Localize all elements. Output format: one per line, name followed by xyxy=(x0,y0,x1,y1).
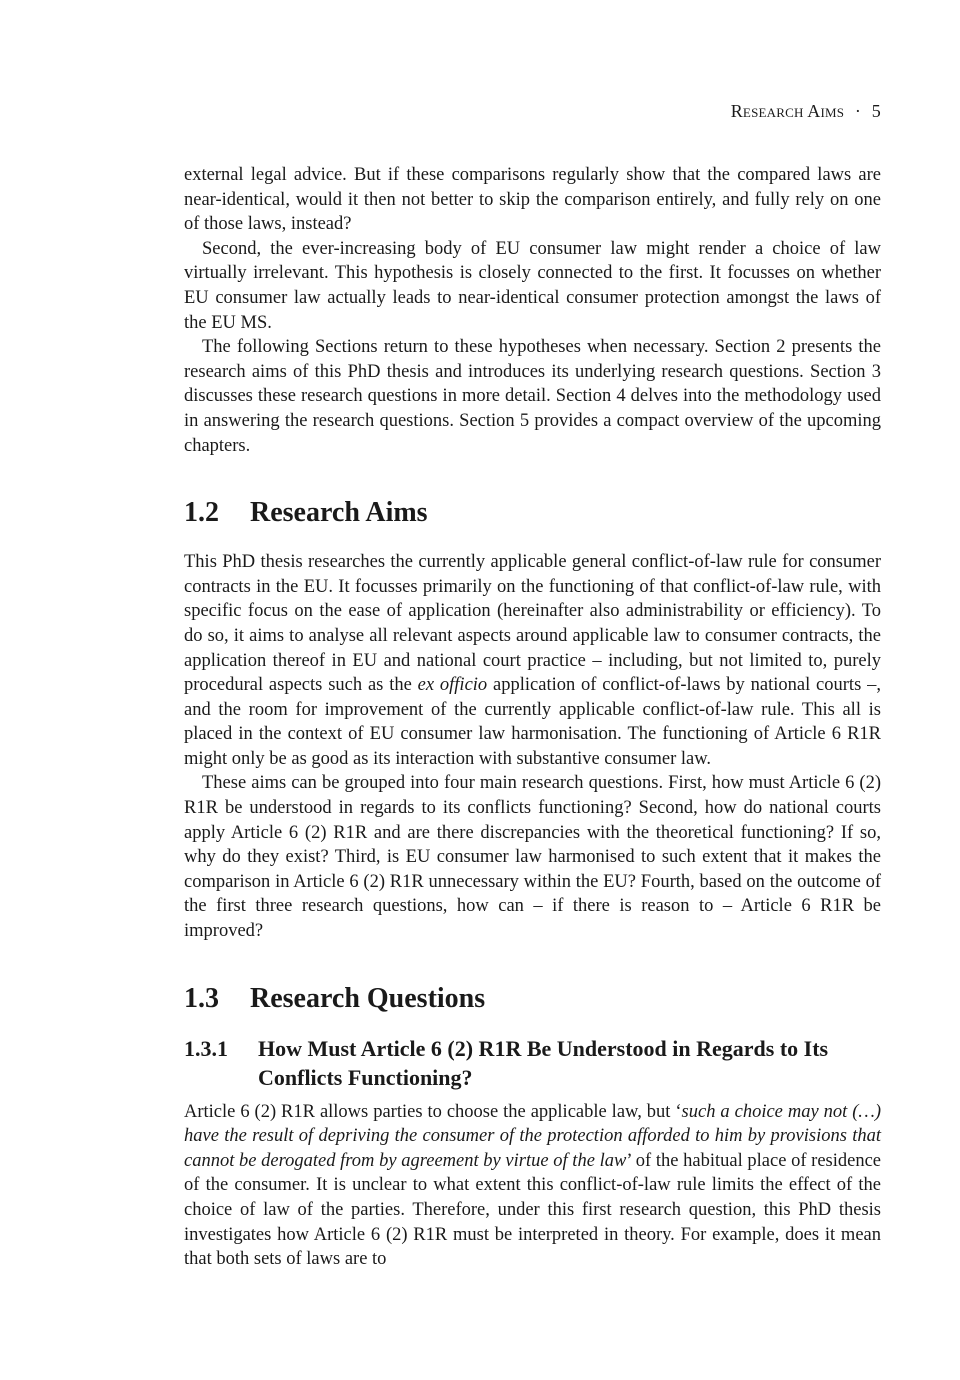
text-run: This PhD thesis researches the currently applicable general conflict-of-law rule for consumer contracts in the EU. It focusses primarily on the functioning of that conflict-of-law rule, with specific focus on the ease of application (hereinafter also administrability or efficiency). To do so, it aims to analyse all relevant aspects around applicable law to consumer contracts, the application thereof in EU and national court practice – including, but not limited to, purely procedural aspects such as the xyxy=(184,552,881,696)
text-run: Article 6 (2) R1R allows parties to choose the applicable law, but ‘ xyxy=(184,1101,682,1122)
text-run: application of conflict-of-laws by national courts –, and the room for improvement of the currently applicable conflict-of-law rule. This all is placed in the context of EU consumer law harmonisation. The functioning of Article 6 R1R might only be as good as its interaction with substantive consumer law. xyxy=(184,675,881,769)
section-number: 1.2 xyxy=(184,497,219,529)
section-title: Research Questions xyxy=(250,982,486,1014)
running-head-title: Research Aims xyxy=(730,101,845,121)
paragraph-research-questions-summary: These aims can be grouped into four main research questions. First, how must Article 6 (2) R1R be understood in regards to its conflicts functioning? Second, how do national courts apply Article 6 (2) R1R and are there discrepancies with the theoretical functioning? If so, why do they exist? Third, is EU consumer law harmonised to such extent that it makes the comparison in Article 6 (2) R1R unnecessary within the EU? Fourth, based on the outcome of the first three research questions, how can – if there is reason to – Article 6 R1R be improved? xyxy=(184,773,881,942)
text-run: ’ of the habitual place of residence of the consumer. It is unclear to what extent this conflict-of-law rule limits the effect of the choice of law of the parties. Therefore, under this first research question, this PhD thesis investigates how Article 6 (2) R1R must be interpreted in theory. For example, does it mean that both sets of laws are to xyxy=(184,1150,882,1270)
subsection-title: How Must Article 6 (2) R1R Be Understood in Regards to Its Conflicts Functioning? xyxy=(258,1035,829,1090)
paragraph-research-aims xyxy=(184,550,881,771)
paragraph-second-hypothesis: Second, the ever-increasing body of EU consumer law might render a choice of law virtually irrelevant. This hypothesis is closely connected to the first. It focusses on whether EU consumer law actually leads to near-identical consumer protection amongst the laws of the EU MS. xyxy=(184,238,881,333)
running-head xyxy=(731,101,881,122)
section-title: Research Aims xyxy=(250,497,428,529)
page-body xyxy=(184,163,881,1272)
page-number: 5 xyxy=(871,101,881,121)
subsection-heading xyxy=(184,1034,881,1092)
paragraph-continued: external legal advice. But if these comparisons regularly show that the compared laws are near-identical, would it then not better to skip the comparison entirely, and fully rely on one of those laws, instead? xyxy=(184,165,881,235)
italic-term: ex officio xyxy=(417,675,488,696)
section-heading-research-questions xyxy=(184,982,881,1016)
paragraph-article-6-2 xyxy=(184,1100,881,1272)
section-heading-research-aims xyxy=(184,496,881,530)
subsection-number: 1.3.1 xyxy=(184,1035,228,1061)
italic-quote: such a choice may not (…) have the result of depriving the consumer of the protection afforded to him by provisions that cannot be derogated from by agreement by virtue of the law xyxy=(184,1101,881,1171)
running-head-separator: · xyxy=(854,101,862,121)
paragraph-sections-overview: The following Sections return to these hypotheses when necessary. Section 2 presents the research aims of this PhD thesis and introduces its underlying research questions. Section 3 discusses these research questions in more detail. Section 4 delves into the methodology used in answering the research questions. Section 5 provides a compact overview of the upcoming chapters. xyxy=(184,337,881,456)
section-number: 1.3 xyxy=(184,982,219,1014)
